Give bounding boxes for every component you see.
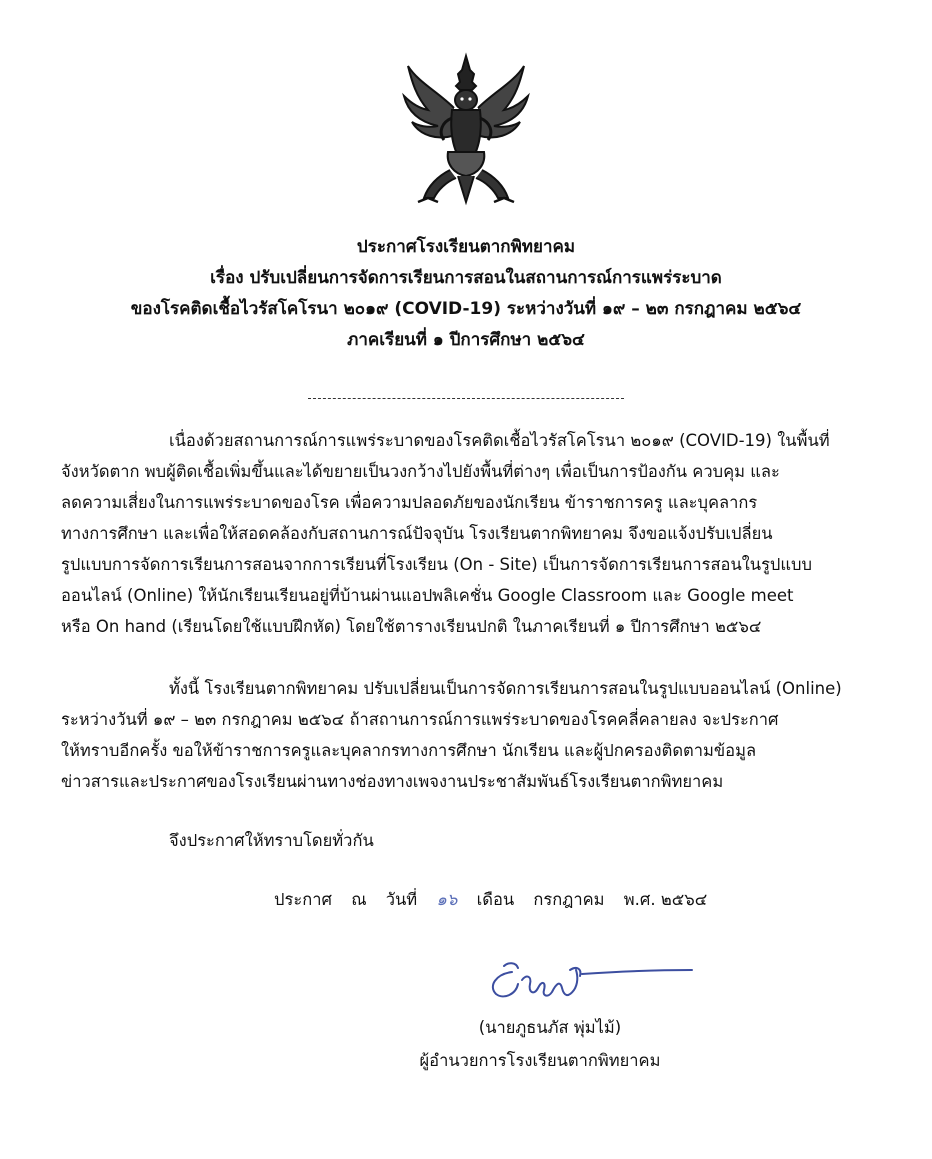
- signatory-title: ผู้อำนวยการโรงเรียนตากพิทยาคม: [419, 1051, 661, 1070]
- divider-rule: [308, 398, 624, 399]
- heading-line-1: ประกาศโรงเรียนตากพิทยาคม: [356, 237, 576, 257]
- paragraph-line: ระหว่างวันที่ ๑๙ – ๒๓ กรกฎาคม ๒๕๖๔ ถ้าสถานการณ์การแพร่ระบาดของโรคคลี่คลายลง จะประกาศ: [61, 710, 779, 729]
- at-word: ณ: [351, 890, 367, 909]
- paragraph-line: จังหวัดตาก พบผู้ติดเชื้อเพิ่มขึ้นและได้ขยายเป็นวงกว้างไปยังพื้นที่ต่างๆ เพื่อเป็นการป้องกัน ควบคุม และ: [61, 462, 780, 481]
- heading-line-4: ภาคเรียนที่ ๑ ปีการศึกษา ๒๕๖๔: [347, 330, 585, 350]
- month-value: กรกฎาคม: [533, 890, 605, 909]
- paragraph-line: ทางการศึกษา และเพื่อให้สอดคล้องกับสถานการณ์ปัจจุบัน โรงเรียนตากพิทยาคม จึงขอแจ้งปรับเปลี่ยน: [61, 524, 773, 543]
- announce-word: ประกาศ: [274, 890, 332, 909]
- announcement-heading: [60, 232, 872, 356]
- paragraph-line: เนื่องด้วยสถานการณ์การแพร่ระบาดของโรคติดเชื้อไวรัสโคโรนา ๒๐๑๙ (COVID-19) ในพื้นที่: [169, 431, 830, 450]
- date-line: [274, 887, 721, 913]
- paragraph-line: ข่าวสารและประกาศของโรงเรียนผ่านทางช่องทางเพจงานประชาสัมพันธ์โรงเรียนตากพิทยาคม: [61, 772, 724, 791]
- paragraph-line: ลดความเสี่ยงในการแพร่ระบาดของโรค เพื่อความปลอดภัยของนักเรียน ข้าราชการครู และบุคลากร: [61, 493, 758, 512]
- handwritten-signature: [482, 950, 704, 1006]
- paragraph-line: ให้ทราบอีกครั้ง ขอให้ข้าราชการครูและบุคลากรทางการศึกษา นักเรียน และผู้ปกครองติดตามข้อมูล: [61, 741, 757, 760]
- heading-line-3: ของโรคติดเชื้อไวรัสโคโรนา ๒๐๑๙ (COVID-19) ระหว่างวันที่ ๑๙ – ๒๓ กรกฎาคม ๒๕๖๔: [130, 299, 802, 319]
- paragraph-line: หรือ On hand (เรียนโดยใช้แบบฝึกหัด) โดยใช้ตารางเรียนปกติ ในภาคเรียนที่ ๑ ปีการศึกษา ๒๕๖๔: [61, 617, 762, 636]
- signatory-name: (นายภูธนภัส พุ่มไม้): [478, 1018, 622, 1037]
- paragraph-line: ทั้งนี้ โรงเรียนตากพิทยาคม ปรับเปลี่ยนเป็นการจัดการเรียนการสอนในรูปแบบออนไลน์ (Online): [169, 679, 842, 698]
- day-value: ๑๖: [436, 890, 458, 909]
- paragraph-line: รูปแบบการจัดการเรียนการสอนจากการเรียนที่โรงเรียน (On - Site) เป็นการจัดการเรียนการสอนในรูปแบบ: [61, 555, 812, 574]
- garuda-emblem-icon: [398, 52, 534, 208]
- month-label: เดือน: [476, 890, 515, 909]
- closing-line: จึงประกาศให้ทราบโดยทั่วกัน: [169, 831, 374, 850]
- year-value: พ.ศ. ๒๕๖๔: [623, 890, 708, 909]
- heading-line-2: เรื่อง ปรับเปลี่ยนการจัดการเรียนการสอนในสถานการณ์การแพร่ระบาด: [210, 268, 722, 288]
- day-label: วันที่: [385, 890, 418, 909]
- paragraph-1: [61, 425, 887, 642]
- paragraph-2: [61, 673, 887, 797]
- paragraph-line: ออนไลน์ (Online) ให้นักเรียนเรียนอยู่ที่บ้านผ่านแอปพลิเคชั่น Google Classroom และ Google meet: [61, 586, 794, 605]
